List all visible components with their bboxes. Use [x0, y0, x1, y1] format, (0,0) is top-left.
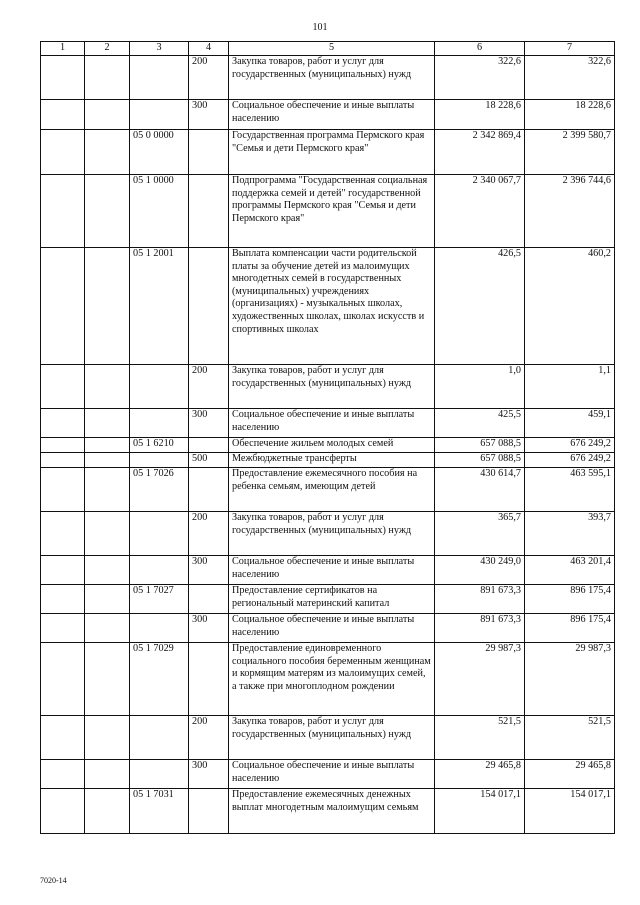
table-row [41, 585, 615, 614]
target-code-cell: 05 1 7029 [130, 643, 189, 716]
subsection-cell [85, 716, 130, 760]
subsection-cell [85, 614, 130, 643]
section-cell [41, 585, 85, 614]
target-code-cell: 05 1 7026 [130, 468, 189, 512]
expense-type-cell: 300 [189, 760, 229, 789]
table-row [41, 409, 615, 438]
section-cell [41, 716, 85, 760]
subsection-cell [85, 56, 130, 100]
expense-type-cell [189, 468, 229, 512]
amount-col6-cell: 891 673,3 [435, 585, 525, 614]
amount-col6-cell: 29 987,3 [435, 643, 525, 716]
amount-col6-cell: 891 673,3 [435, 614, 525, 643]
amount-col7-cell: 460,2 [525, 248, 615, 365]
item-name-cell: Предоставление сертификатов на региональный материнский капитал [229, 585, 435, 614]
amount-col6-cell: 365,7 [435, 512, 525, 556]
amount-col6-cell: 18 228,6 [435, 100, 525, 130]
amount-col7-cell: 29 987,3 [525, 643, 615, 716]
table-row [41, 130, 615, 175]
subsection-cell [85, 248, 130, 365]
amount-col6-cell: 322,6 [435, 56, 525, 100]
page-number: 101 [312, 22, 328, 33]
table-row [41, 614, 615, 643]
target-code-cell [130, 365, 189, 409]
budget-table [40, 41, 615, 834]
target-code-cell: 05 1 2001 [130, 248, 189, 365]
item-name-cell: Социальное обеспечение и иные выплаты населению [229, 614, 435, 643]
subsection-cell [85, 365, 130, 409]
column-header-6: 6 [435, 42, 525, 56]
expense-type-cell: 300 [189, 614, 229, 643]
column-header-2: 2 [85, 42, 130, 56]
section-cell [41, 365, 85, 409]
expense-type-cell: 200 [189, 56, 229, 100]
amount-col7-cell: 896 175,4 [525, 585, 615, 614]
target-code-cell [130, 614, 189, 643]
target-code-cell [130, 56, 189, 100]
table-row [41, 248, 615, 365]
item-name-cell: Социальное обеспечение и иные выплаты населению [229, 100, 435, 130]
target-code-cell: 05 0 0000 [130, 130, 189, 175]
subsection-cell [85, 100, 130, 130]
target-code-cell: 05 1 7031 [130, 789, 189, 834]
column-header-4: 4 [189, 42, 229, 56]
amount-col7-cell: 676 249,2 [525, 438, 615, 453]
expense-type-cell: 200 [189, 365, 229, 409]
subsection-cell [85, 175, 130, 248]
table-row [41, 643, 615, 716]
expense-type-cell [189, 438, 229, 453]
amount-col7-cell: 521,5 [525, 716, 615, 760]
section-cell [41, 760, 85, 789]
amount-col7-cell: 676 249,2 [525, 453, 615, 468]
amount-col6-cell: 1,0 [435, 365, 525, 409]
item-name-cell: Межбюджетные трансферты [229, 453, 435, 468]
target-code-cell [130, 512, 189, 556]
amount-col7-cell: 463 595,1 [525, 468, 615, 512]
subsection-cell [85, 409, 130, 438]
item-name-cell: Выплата компенсации части родительской платы за обучение детей из малоимущих многодетных семей в государственных (муниципальных) учреждениях (организациях) - музыкальных школах, художественных школах, школах искусств и спортивных школах [229, 248, 435, 365]
expense-type-cell: 300 [189, 100, 229, 130]
section-cell [41, 468, 85, 512]
table-body [41, 56, 615, 834]
target-code-cell: 05 1 0000 [130, 175, 189, 248]
item-name-cell: Закупка товаров, работ и услуг для государственных (муниципальных) нужд [229, 512, 435, 556]
amount-col7-cell: 459,1 [525, 409, 615, 438]
table-row [41, 453, 615, 468]
expense-type-cell: 200 [189, 716, 229, 760]
section-cell [41, 643, 85, 716]
item-name-cell: Закупка товаров, работ и услуг для государственных (муниципальных) нужд [229, 716, 435, 760]
item-name-cell: Предоставление ежемесячных денежных выплат многодетным малоимущим семьям [229, 789, 435, 834]
amount-col7-cell: 2 399 580,7 [525, 130, 615, 175]
amount-col7-cell: 393,7 [525, 512, 615, 556]
amount-col6-cell: 425,5 [435, 409, 525, 438]
target-code-cell: 05 1 7027 [130, 585, 189, 614]
section-cell [41, 56, 85, 100]
table-row [41, 438, 615, 453]
section-cell [41, 453, 85, 468]
table-row [41, 175, 615, 248]
subsection-cell [85, 453, 130, 468]
item-name-cell: Социальное обеспечение и иные выплаты населению [229, 409, 435, 438]
item-name-cell: Предоставление ежемесячного пособия на ребенка семьям, имеющим детей [229, 468, 435, 512]
amount-col6-cell: 2 342 869,4 [435, 130, 525, 175]
subsection-cell [85, 130, 130, 175]
amount-col6-cell: 29 465,8 [435, 760, 525, 789]
section-cell [41, 438, 85, 453]
target-code-cell [130, 100, 189, 130]
item-name-cell: Предоставление единовременного социального пособия беременным женщинам и кормящим матерям из малоимущих семей, а также при многоплодном рождении [229, 643, 435, 716]
subsection-cell [85, 438, 130, 453]
expense-type-cell [189, 248, 229, 365]
subsection-cell [85, 556, 130, 585]
expense-type-cell [189, 175, 229, 248]
expense-type-cell: 200 [189, 512, 229, 556]
amount-col6-cell: 430 249,0 [435, 556, 525, 585]
column-header-5: 5 [229, 42, 435, 56]
table-row [41, 556, 615, 585]
amount-col7-cell: 18 228,6 [525, 100, 615, 130]
column-number-row [41, 42, 615, 56]
amount-col7-cell: 463 201,4 [525, 556, 615, 585]
amount-col7-cell: 29 465,8 [525, 760, 615, 789]
table-row [41, 100, 615, 130]
subsection-cell [85, 760, 130, 789]
column-header-7: 7 [525, 42, 615, 56]
subsection-cell [85, 585, 130, 614]
amount-col7-cell: 322,6 [525, 56, 615, 100]
target-code-cell [130, 453, 189, 468]
target-code-cell: 05 1 6210 [130, 438, 189, 453]
item-name-cell: Социальное обеспечение и иные выплаты населению [229, 760, 435, 789]
amount-col7-cell: 896 175,4 [525, 614, 615, 643]
amount-col6-cell: 430 614,7 [435, 468, 525, 512]
table-row [41, 716, 615, 760]
expense-type-cell [189, 585, 229, 614]
amount-col7-cell: 154 017,1 [525, 789, 615, 834]
amount-col6-cell: 521,5 [435, 716, 525, 760]
amount-col7-cell: 1,1 [525, 365, 615, 409]
target-code-cell [130, 716, 189, 760]
section-cell [41, 614, 85, 643]
expense-type-cell [189, 789, 229, 834]
item-name-cell: Закупка товаров, работ и услуг для государственных (муниципальных) нужд [229, 365, 435, 409]
table-row [41, 468, 615, 512]
item-name-cell: Обеспечение жильем молодых семей [229, 438, 435, 453]
table-row [41, 789, 615, 834]
item-name-cell: Государственная программа Пермского края "Семья и дети Пермского края" [229, 130, 435, 175]
section-cell [41, 175, 85, 248]
column-header-1: 1 [41, 42, 85, 56]
section-cell [41, 100, 85, 130]
section-cell [41, 789, 85, 834]
amount-col7-cell: 2 396 744,6 [525, 175, 615, 248]
section-cell [41, 556, 85, 585]
amount-col6-cell: 426,5 [435, 248, 525, 365]
subsection-cell [85, 512, 130, 556]
table-row [41, 512, 615, 556]
item-name-cell: Подпрограмма "Государственная социальная поддержка семей и детей" государственной программы Пермского края "Семья и дети Пермского края" [229, 175, 435, 248]
subsection-cell [85, 789, 130, 834]
section-cell [41, 248, 85, 365]
section-cell [41, 409, 85, 438]
section-cell [41, 512, 85, 556]
expense-type-cell: 300 [189, 556, 229, 585]
amount-col6-cell: 657 088,5 [435, 453, 525, 468]
target-code-cell [130, 409, 189, 438]
expense-type-cell [189, 643, 229, 716]
table-row [41, 760, 615, 789]
section-cell [41, 130, 85, 175]
expense-type-cell: 500 [189, 453, 229, 468]
expense-type-cell: 300 [189, 409, 229, 438]
item-name-cell: Закупка товаров, работ и услуг для государственных (муниципальных) нужд [229, 56, 435, 100]
target-code-cell [130, 556, 189, 585]
item-name-cell: Социальное обеспечение и иные выплаты населению [229, 556, 435, 585]
table-row [41, 56, 615, 100]
subsection-cell [85, 468, 130, 512]
subsection-cell [85, 643, 130, 716]
expense-type-cell [189, 130, 229, 175]
amount-col6-cell: 2 340 067,7 [435, 175, 525, 248]
amount-col6-cell: 154 017,1 [435, 789, 525, 834]
column-header-3: 3 [130, 42, 189, 56]
table-row [41, 365, 615, 409]
footer-code: 7020-14 [40, 876, 67, 885]
target-code-cell [130, 760, 189, 789]
amount-col6-cell: 657 088,5 [435, 438, 525, 453]
